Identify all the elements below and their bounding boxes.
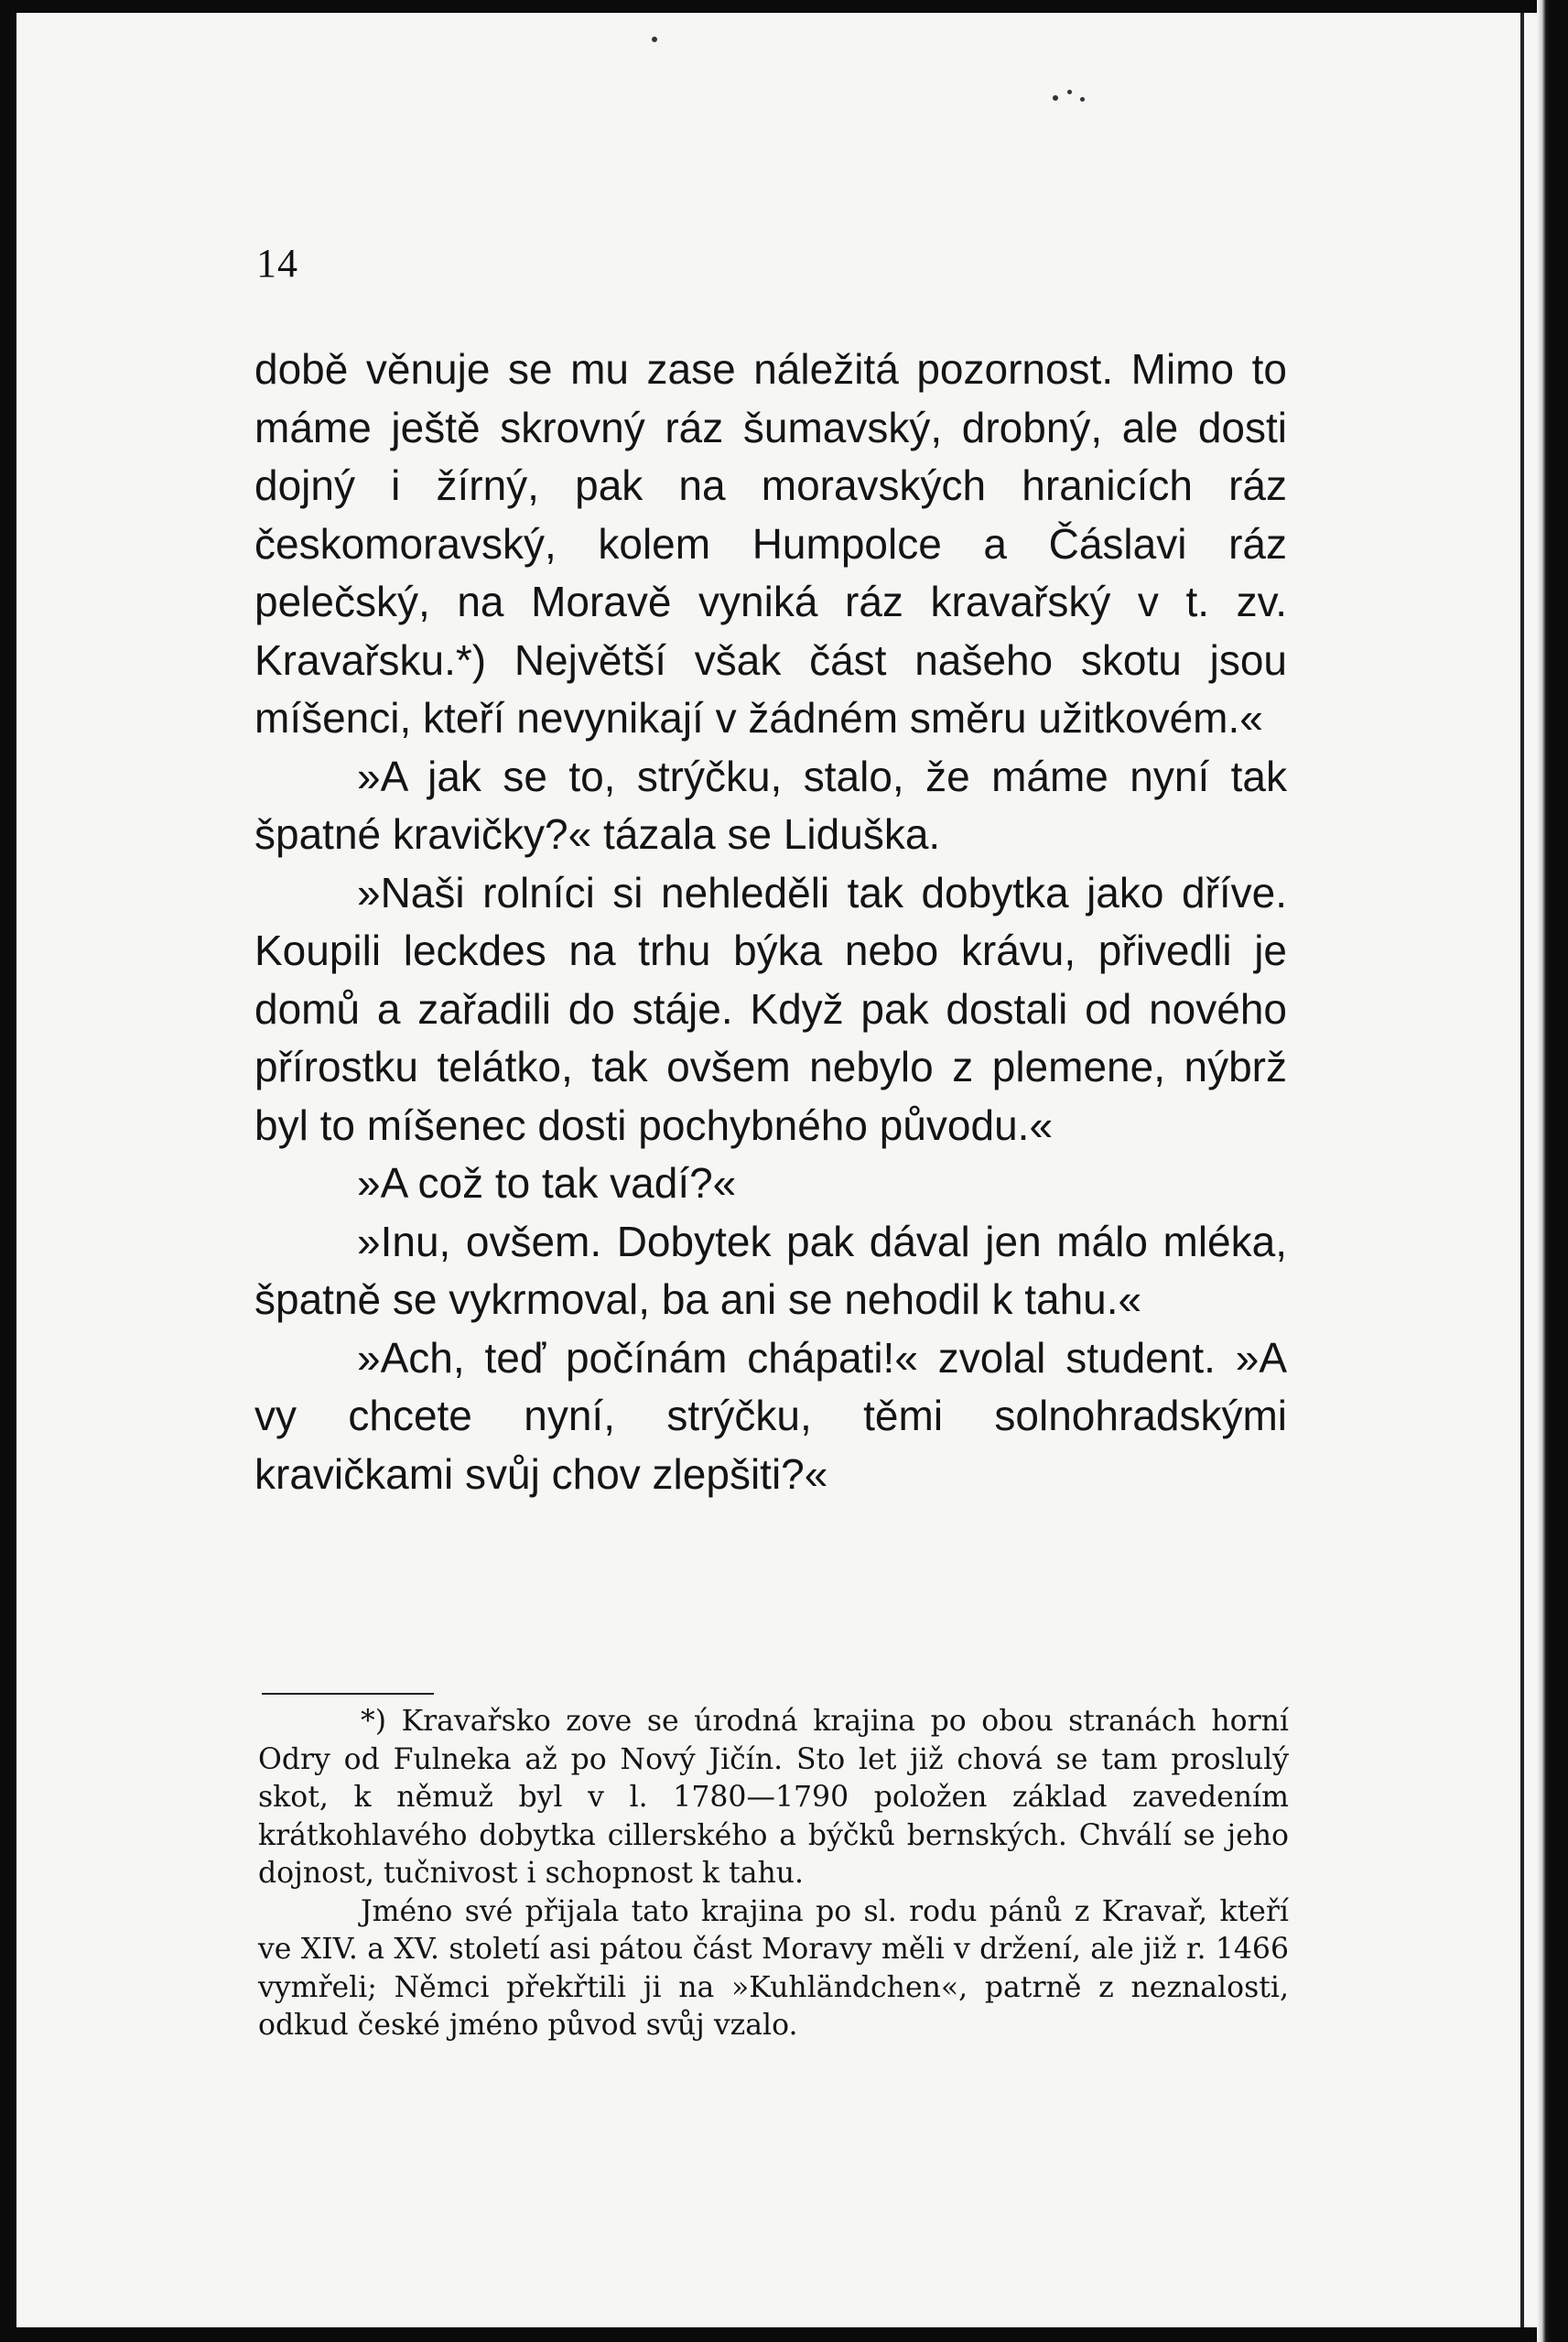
footnote-paragraph-1: *) Kravařsko zove se úrodná krajina po obou stranách horní Odry od Fulneka až po Nový Jičín. Sto let již chová se tam proslulý skot, k němuž byl v l. 1780—1790 položen základ zavedením krátkohlavého dobytka cillerského a býčků bernských. Chválí se jeho dojnost, tučnivost i schopnost k tahu. — [258, 1705, 1289, 1890]
footnote-paragraph-2: Jméno své přijala tato krajina po sl. rodu pánů z Kravař, kteří ve XIV. a XV. století asi pátou část Moravy měli v držení, ale již r. 1466 vymřeli; Němci překřtili ji na »Kuhländchen«, patrně z neznalosti, odkud české jméno původ svůj vzalo. — [258, 1894, 1289, 2042]
page-edge-line — [1520, 13, 1524, 2327]
body-paragraph-3: »Naši rolníci si nehleděli tak dobytka jako dříve. Koupili leckdes na trhu býka nebo krávu, přivedli je domů a zařadili do stáje. Když pak dostali od nového přírostku telátko, tak ovšem nebylo z plemene, nýbrž byl to míšenec dosti pochybného původu.« — [254, 868, 1287, 1149]
footnote-separator — [262, 1693, 434, 1695]
page-binding-shadow — [1537, 0, 1550, 2342]
scan-speck — [1053, 95, 1058, 101]
scan-speck — [1067, 90, 1072, 94]
body-paragraph-5: »Inu, ovšem. Dobytek pak dával jen málo mléka, špatně se vykrmoval, ba ani se nehodil k tahu.« — [254, 1217, 1287, 1323]
scan-speck — [1080, 97, 1085, 102]
body-paragraph-2: »A jak se to, strýčku, stalo, že máme nyní tak špatné kravičky?« tázala se Liduška. — [254, 752, 1287, 858]
body-paragraph-4: »A což to tak vadí?« — [357, 1159, 737, 1207]
main-text — [254, 341, 1287, 1503]
body-paragraph-6: »Ach, teď počínám chápati!« zvolal student. »A vy chcete nyní, strýčku, těmi solnohradskými kravičkami svůj chov zlepšiti?« — [254, 1333, 1287, 1498]
footnotes — [258, 1703, 1289, 2045]
scan-speck — [652, 37, 657, 42]
page-number: 14 — [256, 241, 298, 286]
body-paragraph-1: době věnuje se mu zase náležitá pozornost. Mimo to máme ještě skrovný ráz šumavský, drobný, ale dosti dojný i žírný, pak na moravských hranicích ráz českomoravský, kolem Humpolce a Čáslavi ráz pelečský, na Moravě vyniká ráz kravařský v t. zv. Kravařsku.*) Největší však část našeho skotu jsou míšenci, kteří nevynikají v žádném směru užitkovém.« — [254, 345, 1287, 742]
